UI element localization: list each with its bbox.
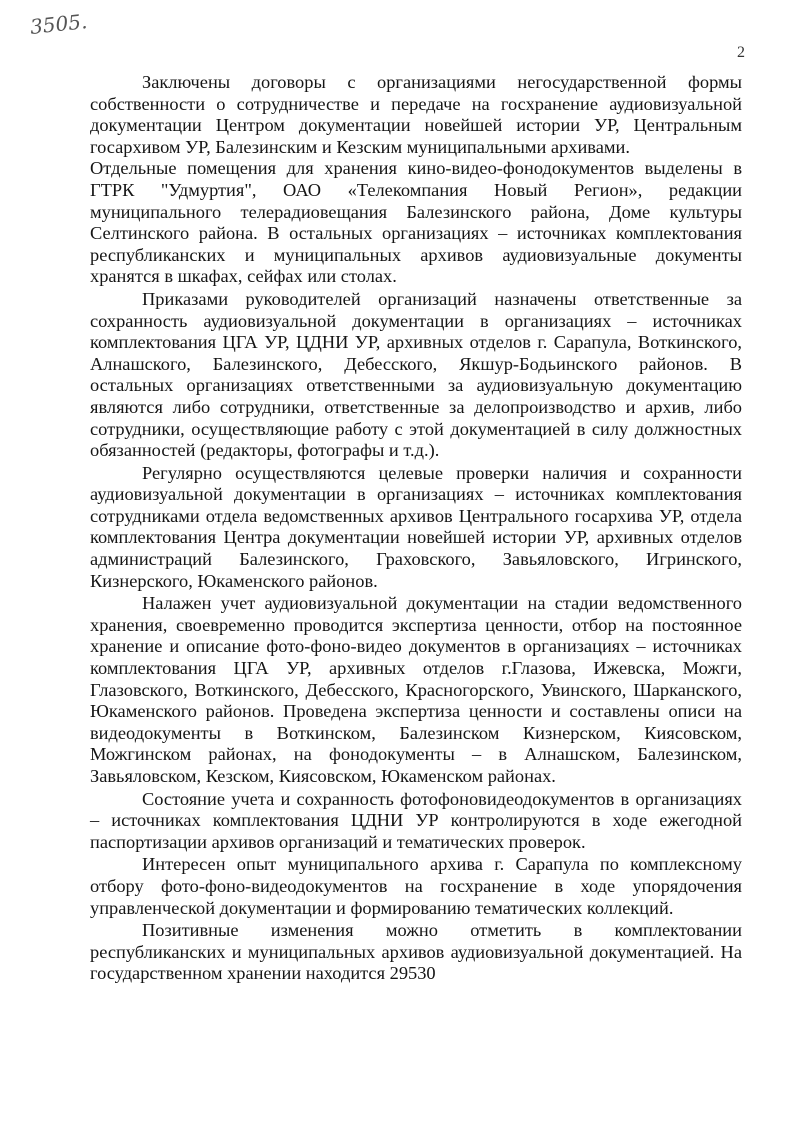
paragraph-inspections: Регулярно осуществляются целевые проверки наличия и сохранности аудиовизуальной документации в организациях – источниках комплектования сотрудниками отдела ведомственных архивов Центрального госархива УР, отдела комплектования Центра документации новейшей истории УР, архивных отделов администраций Балезинского, Граховского, Завьяловского, Игринского, Кизнерского, Юкаменского районов. (90, 462, 742, 591)
paragraph-positive-changes: Позитивные изменения можно отметить в комплектовании республиканских и муниципальных архивов аудиовизуальной документацией. На государственном хранении находится 29530 (90, 920, 742, 984)
paragraph-sarapul-experience: Интересен опыт муниципального архива г. Сарапула по комплексному отбору фото-фоно-видеодокументов на госхранение в ходе упорядочения управленческой документации и формированию тематических коллекций. (90, 854, 742, 918)
paragraph-contracts: Заключены договоры с организациями негосударственной формы собственности о сотрудничестве и передаче на госхранение аудиовизуальной документации Центром документации новейшей истории УР, Центральным госархивом УР, Балезинским и Кезским муниципальными архивами. (90, 72, 742, 157)
page-number: 2 (737, 44, 745, 61)
document-body (90, 72, 742, 985)
paragraph-control: Состояние учета и сохранность фотофоновидеодокументов в организациях – источниках комплектования ЦДНИ УР контролируются в ходе ежегодной паспортизации архивов организаций и тематических проверок. (90, 788, 742, 852)
paragraph-accounting: Налажен учет аудиовизуальной документации на стадии ведомственного хранения, своевременно проводится экспертиза ценности, отбор на постоянное хранение и описание фото-фоно-видео документов в организациях – источниках комплектования ЦГА УР, архивных отделов г.Глазова, Ижевска, Можги, Глазовского, Воткинского, Дебесского, Красногорского, Увинского, Шарканского, Юкаменского районов. Проведена экспертиза ценности и составлены описи на видеодокументы в Воткинском, Балезинском Кизнерском, Киясовском, Можгинском районах, на фонодокументы – в Алнашском, Балезинском, Завьяловском, Кезском, Киясовском, Юкаменском районах. (90, 593, 742, 786)
paragraph-responsible-persons: Приказами руководителей организаций назначены ответственные за сохранность аудиовизуальной документации в организациях – источниках комплектования ЦГА УР, ЦДНИ УР, архивных отделов г. Сарапула, Воткинского, Алнашского, Балезинского, Дебесского, Якшур-Бодьинского районов. В остальных организациях ответственными за аудиовизуальную документацию являются либо сотрудники, ответственные за делопроизводство и архив, либо сотрудники, осуществляющие работу с этой документацией в силу должностных обязанностей (редакторы, фотографы и т.д.). (90, 288, 742, 461)
paragraph-storage-rooms: Отдельные помещения для хранения кино-видео-фонодокументов выделены в ГТРК "Удмуртия", ОАО «Телекомпания Новый Регион», редакции муниципального телерадиовещания Балезинского района, Доме культуры Селтинского района. В остальных организациях – источниках комплектования республиканских и муниципальных архивов аудиовизуальные документы хранятся в шкафах, сейфах или столах. (90, 158, 742, 287)
handwritten-page-note: 3505. (28, 9, 89, 39)
